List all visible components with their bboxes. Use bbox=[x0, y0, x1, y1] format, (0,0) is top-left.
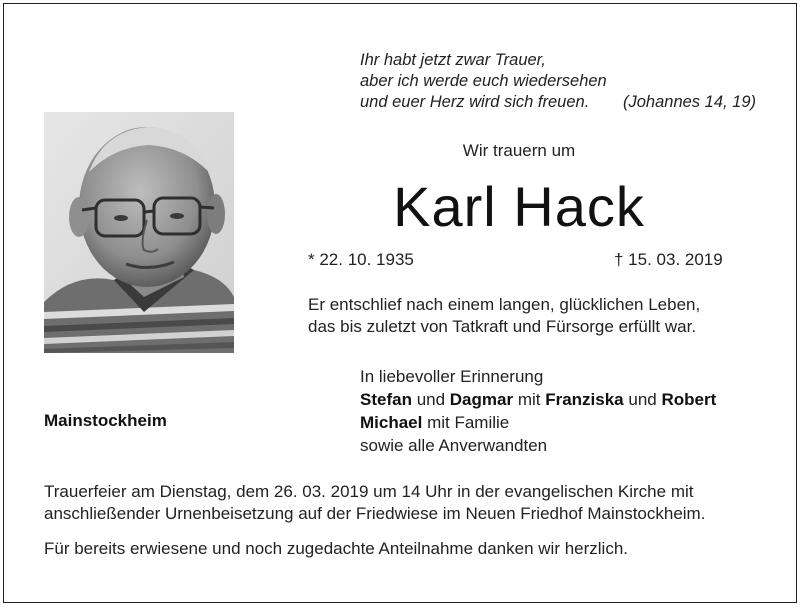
family-name: Michael bbox=[360, 413, 423, 432]
life-line: Er entschlief nach einem langen, glücklichen Leben, bbox=[308, 295, 701, 314]
portrait-photo bbox=[44, 112, 234, 353]
portrait-image bbox=[44, 112, 234, 353]
place-name: Mainstockheim bbox=[44, 411, 167, 430]
connector-text: mit bbox=[513, 390, 546, 409]
life-line: das bis zuletzt von Tatkraft und Fürsorge erfüllt war. bbox=[308, 317, 697, 336]
family-name: Dagmar bbox=[449, 390, 514, 409]
bible-verse bbox=[360, 50, 780, 113]
connector-text: und bbox=[623, 390, 662, 409]
death-date: † 15. 03. 2019 bbox=[614, 250, 723, 269]
verse-line: und euer Herz wird sich freuen. bbox=[360, 93, 590, 111]
mourning-text: Wir trauern um bbox=[462, 141, 576, 160]
family-intro: In liebevoller Erinnerung bbox=[360, 367, 544, 386]
verse-line: Ihr habt jetzt zwar Trauer, bbox=[360, 51, 546, 69]
family-name: Stefan bbox=[360, 390, 412, 409]
life-statement bbox=[308, 294, 748, 338]
family-line-1 bbox=[360, 388, 780, 411]
funeral-service-info bbox=[44, 481, 764, 525]
obituary-notice bbox=[3, 3, 797, 603]
thanks-text: Für bereits erwiesene und noch zugedachte Anteilnahme danken wir herzlich. bbox=[44, 539, 629, 558]
service-line: anschließender Urnenbeisetzung auf der Friedwiese im Neuen Friedhof Mainstockheim. bbox=[44, 504, 706, 523]
connector-text: und bbox=[411, 390, 450, 409]
deceased-name: Karl Hack bbox=[393, 175, 645, 238]
family-name: Robert bbox=[661, 390, 717, 409]
verse-line: aber ich werde euch wiedersehen bbox=[360, 72, 607, 90]
family-signature bbox=[360, 365, 780, 457]
service-line: Trauerfeier am Dienstag, dem 26. 03. 2019 um 14 Uhr in der evangelischen Kirche mit bbox=[44, 482, 694, 501]
family-others: sowie alle Anverwandten bbox=[360, 436, 548, 455]
family-name: Franziska bbox=[545, 390, 624, 409]
verse-reference: (Johannes 14, 19) bbox=[623, 93, 757, 111]
birth-date: * 22. 10. 1935 bbox=[308, 250, 414, 269]
family-line-2 bbox=[360, 411, 780, 434]
connector-text: mit Familie bbox=[422, 413, 510, 432]
